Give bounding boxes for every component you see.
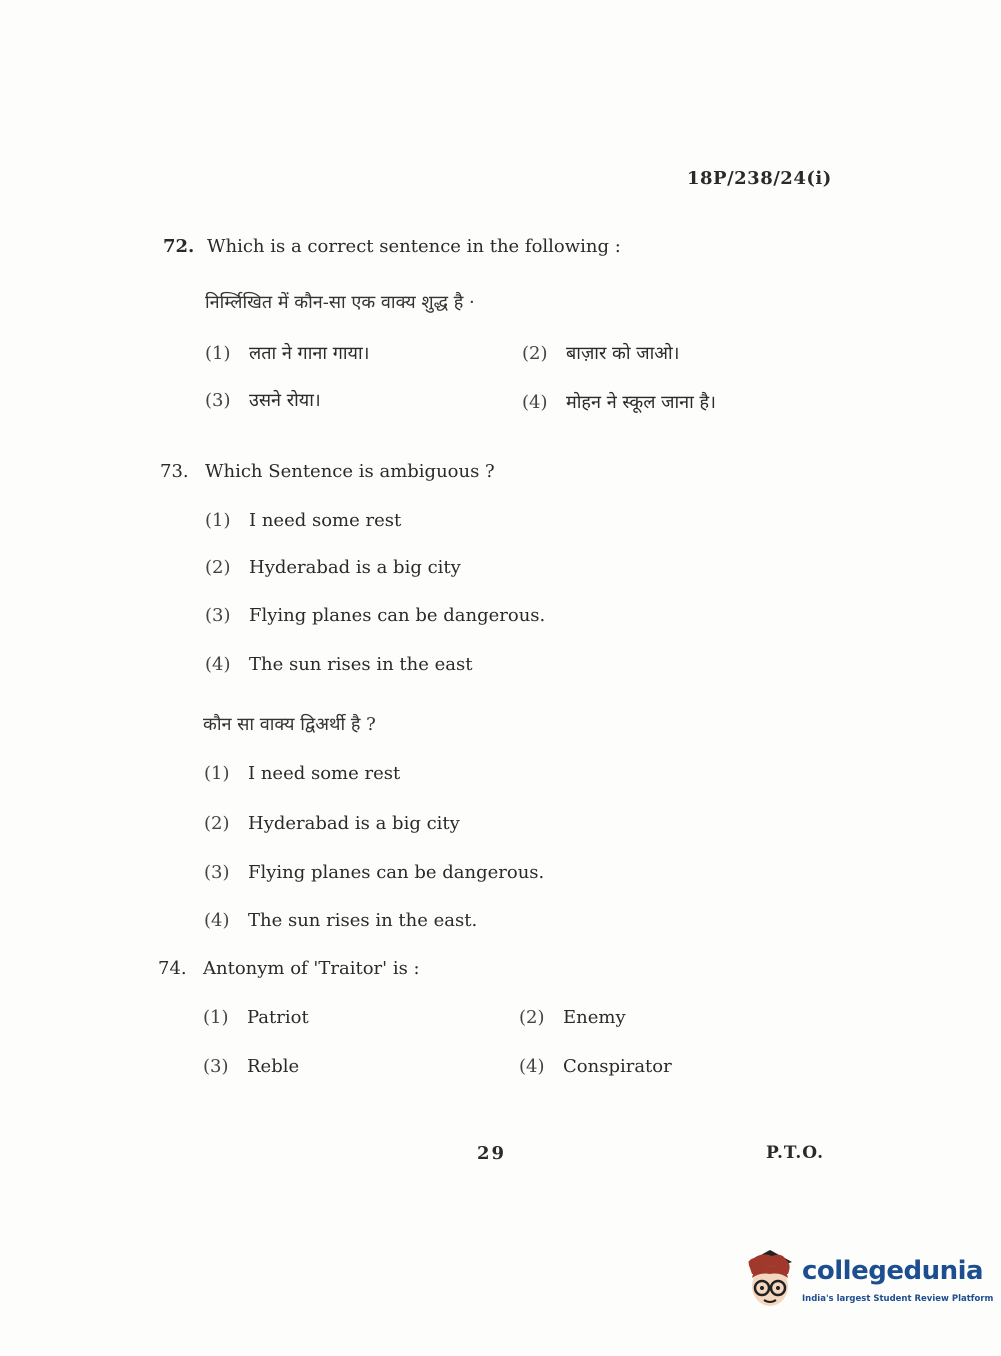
question-72-text: Which is a correct sentence in the following : [207,236,621,257]
question-72-number: 72. [163,236,195,257]
q73-hindi-option-1: (1) I need some rest [204,763,401,784]
q74-option-2: (2) Enemy [519,1007,626,1028]
q73-hindi-option-2: (2) Hyderabad is a big city [204,813,460,834]
page-number: 29 [477,1143,507,1164]
q73-option-2: (2) Hyderabad is a big city [205,557,461,578]
q74-option-3: (3) Reble [203,1056,300,1077]
q72-option-4: (4) मोहन ने स्कूल जाना है। [522,392,716,413]
q73-option-4: (4) The sun rises in the east [205,654,473,675]
question-72-hindi: निर्म्लिखित में कौन-सा एक वाक्य शुद्ध है · [205,292,475,313]
question-73-text: Which Sentence is ambiguous ? [205,461,495,482]
question-73-hindi: कौन सा वाक्य द्विअर्थी है ? [203,714,376,735]
q72-option-3: (3) उसने रोया। [205,390,321,411]
q73-hindi-option-4: (4) The sun rises in the east. [204,910,478,931]
q73-option-1: (1) I need some rest [205,510,402,531]
mascot-icon [740,1248,800,1310]
q72-option-1: (1) लता ने गाना गाया। [205,343,370,364]
q73-option-3: (3) Flying planes can be dangerous. [205,605,546,626]
question-74-text: Antonym of 'Traitor' is : [203,958,420,979]
q74-option-1: (1) Patriot [203,1007,309,1028]
paper-code: 18P/238/24(i) [687,168,832,189]
question-73-number: 73. [160,461,189,482]
q74-option-4: (4) Conspirator [519,1056,672,1077]
q73-hindi-option-3: (3) Flying planes can be dangerous. [204,862,545,883]
logo-name: collegedunia [802,1256,984,1286]
pto-label: P.T.O. [766,1143,824,1163]
question-74-number: 74. [158,958,187,979]
collegedunia-logo [740,1248,994,1318]
logo-tagline: India's largest Student Review Platform [802,1294,994,1304]
q72-option-2: (2) बाज़ार को जाओ। [522,343,680,364]
